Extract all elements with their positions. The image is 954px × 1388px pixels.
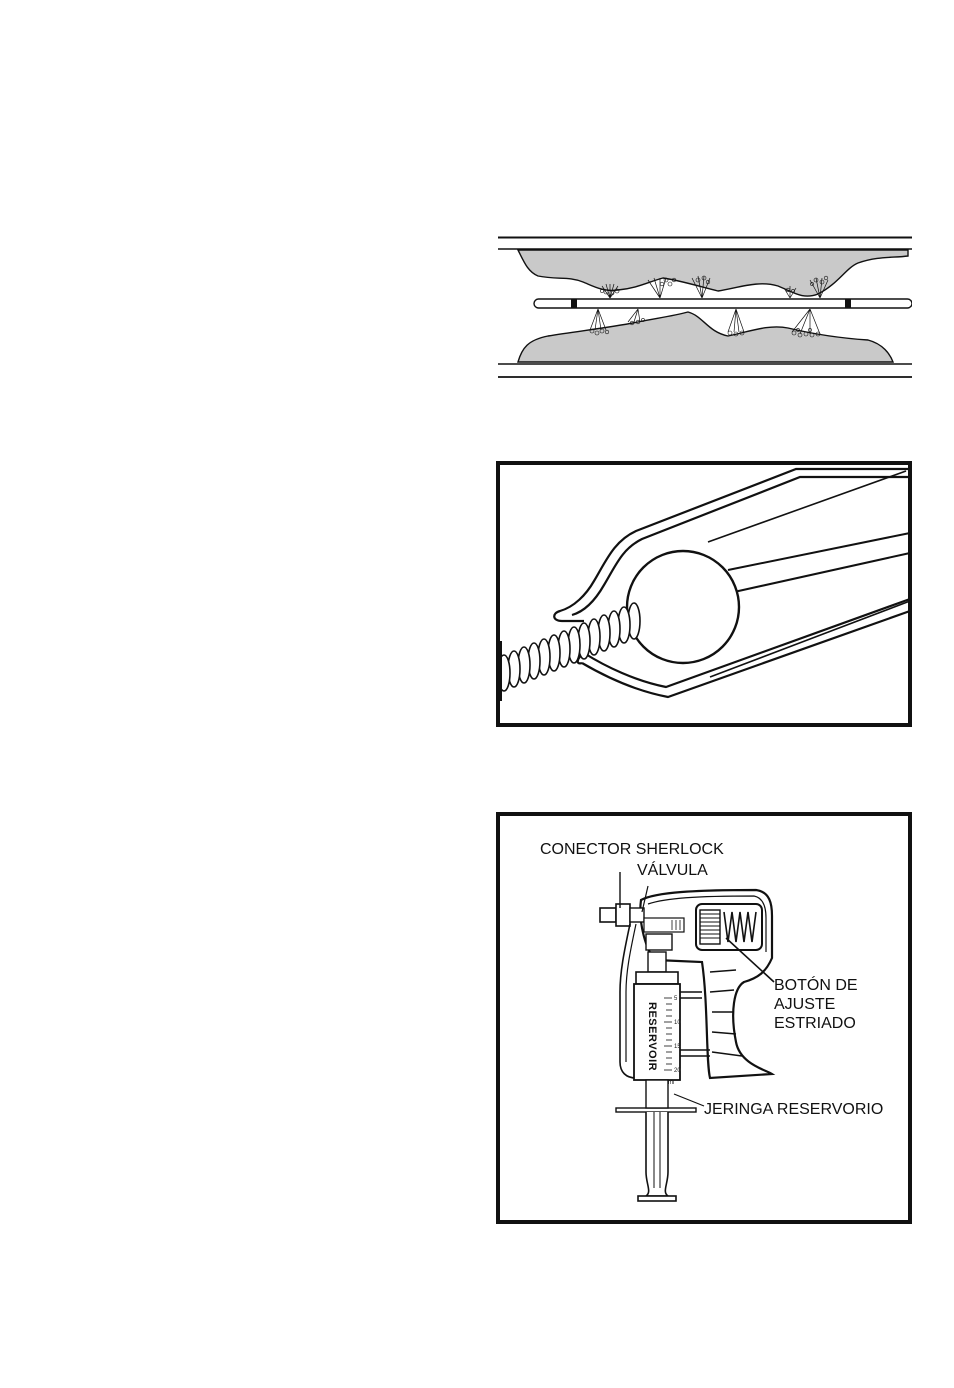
label-boton-ajuste-estriado [774,976,858,1033]
label-valvula: VÁLVULA [637,862,708,879]
syringe-reservoir-text: RESERVOIR [646,1002,658,1072]
label-conector-sherlock: CONECTOR SHERLOCK [540,841,724,858]
tube-wall-illustration [498,236,912,382]
probe-tube-illustration [496,461,912,727]
syringe-scale-unit: ml [668,1080,675,1086]
syringe-scale-10: 10 [674,1020,681,1026]
syringe-scale-15: 15 [674,1044,681,1050]
label-boton-line-1: BOTÓN DE [774,977,858,994]
syringe-scale-20: 20 [674,1068,681,1074]
label-boton-line-3: ESTRIADO [774,1015,856,1032]
spray-gun-illustration [496,812,912,1224]
label-jeringa-reservorio: JERINGA RESERVORIO [704,1101,884,1118]
syringe-scale-5: 5 [674,996,678,1002]
label-boton-line-2: AJUSTE [774,996,836,1013]
